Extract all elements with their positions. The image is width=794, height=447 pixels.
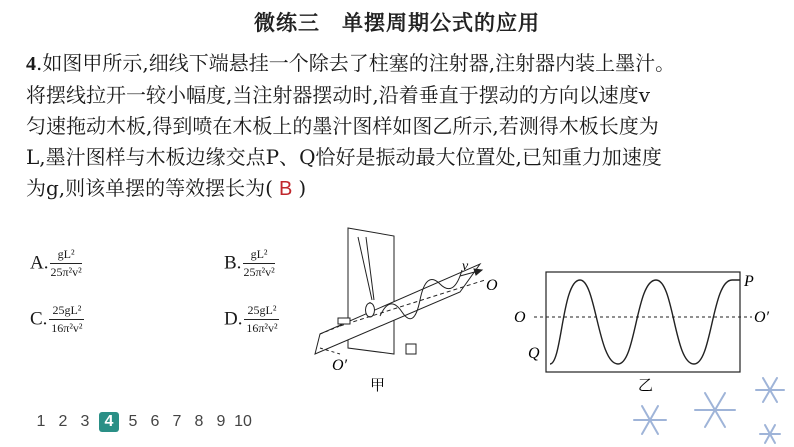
page-2[interactable]: 2 — [58, 413, 68, 430]
label-v: v — [462, 259, 469, 274]
label-q: Q — [528, 345, 540, 362]
option-d[interactable]: D. $\frac{\text{25gL²}}{\text{16π²v²}}$ — [224, 303, 278, 335]
page-5[interactable]: 5 — [128, 413, 138, 430]
option-b[interactable]: B. $\frac{\text{gL²}}{\text{25π²v²}}$ — [224, 247, 275, 279]
page-7[interactable]: 7 — [172, 413, 182, 430]
option-a[interactable]: A. $\frac{\text{gL²}}{\text{25π²v²}}$ — [30, 247, 82, 279]
page-10[interactable]: 10 — [234, 413, 252, 430]
question-text — [26, 48, 782, 205]
wooden-board — [315, 264, 480, 354]
title-part1: 微练三 — [254, 11, 320, 35]
page-9[interactable]: 9 — [216, 413, 226, 430]
page-1[interactable]: 1 — [36, 413, 46, 430]
question-line-4: L,墨汁图样与木板边缘交点P、Q恰好是振动最大位置处,已知重力加速度 — [26, 145, 662, 169]
label-o: O — [514, 309, 526, 326]
figure-jia — [310, 222, 510, 398]
option-d-fraction: $\frac{\text{25gL²}}{\text{16π²v²}}$ — [246, 303, 278, 335]
label-p: P — [744, 273, 754, 290]
question-line-3: 匀速拖动木板,得到喷在木板上的墨汁图样如图乙所示,若测得木板长度为 — [26, 114, 659, 138]
option-b-fraction: $\frac{\text{gL²}}{\text{25π²v²}}$ — [243, 247, 275, 279]
snowflake-icon — [634, 406, 666, 434]
snowflake-icon — [756, 378, 784, 402]
caption-jia: 甲 — [370, 376, 386, 394]
option-a-fraction: $\frac{\text{gL²}}{\text{25π²v²}}$ — [50, 247, 82, 279]
caption-yi: 乙 — [638, 376, 654, 394]
question-number: 4 — [26, 53, 36, 75]
option-c-fraction: $\frac{\text{25gL²}}{\text{16π²v²}}$ — [51, 303, 83, 335]
snowflake-icon — [695, 393, 735, 427]
label-o-prime: O′ — [332, 357, 348, 374]
board-outline — [546, 272, 740, 372]
page-4-current[interactable]: 4 — [99, 412, 119, 432]
question-line-5: 为g,则该单摆的等效摆长为( B ) — [26, 176, 307, 200]
syringe-icon — [366, 303, 375, 317]
question-line-2: 将摆线拉开一较小幅度,当注射器摆动时,沿着垂直于摆动的方向以速度v — [26, 83, 651, 107]
page-8[interactable]: 8 — [194, 413, 204, 430]
question-line-1: 4.如图甲所示,细线下端悬挂一个除去了柱塞的注射器,注射器内装上墨汁。 — [26, 51, 676, 75]
page-3[interactable]: 3 — [80, 413, 90, 430]
page-6[interactable]: 6 — [150, 413, 160, 430]
answer-text: B — [278, 178, 293, 200]
pagination — [30, 412, 254, 432]
snowflake-icon — [760, 425, 780, 443]
page-title — [0, 7, 794, 37]
title-part2: 单摆周期公式的应用 — [342, 11, 540, 35]
label-o-prime: O′ — [754, 309, 770, 326]
option-c[interactable]: C. $\frac{\text{25gL²}}{\text{16π²v²}}$ — [30, 303, 83, 335]
label-o: O — [486, 277, 498, 294]
snowflake-decoration — [620, 370, 794, 447]
